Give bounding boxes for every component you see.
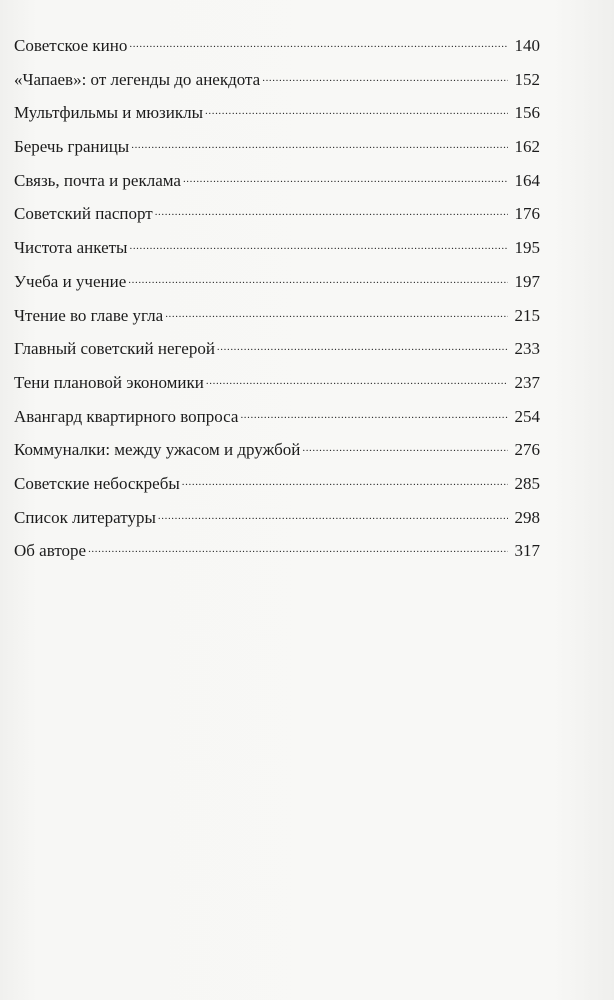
- dot-leader: [129, 37, 508, 51]
- toc-entry-chistota-ankety: [14, 238, 540, 272]
- toc-entry-page-number: 156: [514, 103, 540, 123]
- toc-entry-title: Учеба и учение: [14, 271, 127, 291]
- toc-entry-neboskreby: [14, 474, 540, 508]
- toc-entry-page-number: 254: [514, 406, 540, 426]
- toc-entry-title: Советский паспорт: [14, 204, 153, 224]
- toc-entry-ob-avtore: [14, 541, 540, 575]
- toc-entry-svyaz-pochta: [14, 171, 540, 205]
- toc-entry-teni-ekonomiki: [14, 373, 540, 407]
- toc-entry-page-number: 276: [514, 440, 540, 460]
- dot-leader: [128, 273, 508, 287]
- toc-entry-title: «Чапаев»: от легенды до анекдота: [14, 69, 261, 89]
- dot-leader: [158, 509, 508, 523]
- dot-leader: [302, 441, 508, 455]
- dot-leader: [182, 475, 508, 489]
- toc-entry-title: Чтение во главе угла: [14, 305, 164, 325]
- toc-entry-spisok-literatury: [14, 508, 540, 542]
- toc-entry-title: Тени плановой экономики: [14, 372, 204, 392]
- toc-entry-page-number: 176: [514, 204, 540, 224]
- toc-entry-page-number: 233: [514, 339, 540, 359]
- toc-entry-title: Советское кино: [14, 36, 128, 55]
- toc-entry-title: Связь, почта и реклама: [14, 170, 181, 190]
- toc-entry-title: Об авторе: [14, 541, 87, 561]
- dot-leader: [165, 307, 508, 321]
- dot-leader: [262, 71, 508, 85]
- dot-leader: [183, 172, 508, 186]
- toc-entry-title: Авангард квартирного вопроса: [14, 406, 239, 426]
- toc-entry-sovetskiy-pasport: [14, 204, 540, 238]
- toc-entry-title: Советские небоскребы: [14, 473, 180, 493]
- dot-leader: [217, 340, 508, 354]
- dot-leader: [155, 205, 508, 219]
- dot-leader: [131, 138, 508, 152]
- toc-entry-page-number: 195: [514, 238, 540, 258]
- toc-entry-glavnyy-negeroy: [14, 339, 540, 373]
- toc-entry-multfilmy: [14, 103, 540, 137]
- toc-entry-page-number: 152: [514, 69, 540, 89]
- toc-entry-title: Список литературы: [14, 507, 156, 527]
- toc-entry-title: Беречь границы: [14, 137, 130, 157]
- toc-entry-title: Коммуналки: между ужасом и дружбой: [14, 440, 301, 460]
- dot-leader: [129, 239, 508, 253]
- toc-entry-berech-granitsy: [14, 137, 540, 171]
- toc-entry-title: Мультфильмы и мюзиклы: [14, 103, 204, 123]
- toc-entry-page-number: 237: [514, 372, 540, 392]
- dot-leader: [206, 374, 508, 388]
- dot-leader: [240, 408, 508, 422]
- toc-entry-page-number: 317: [514, 541, 540, 561]
- toc-entry-page-number: 164: [514, 170, 540, 190]
- dot-leader: [88, 542, 508, 556]
- toc-entry-ucheba: [14, 272, 540, 306]
- toc-entry-page-number: 285: [514, 473, 540, 493]
- toc-entry-page-number: 162: [514, 137, 540, 157]
- toc-entry-page-number: 215: [514, 305, 540, 325]
- toc-entry-title: Главный советский негерой: [14, 339, 215, 359]
- toc-entry-sovetskoe-kino: [14, 36, 540, 70]
- toc-entry-page-number: 140: [514, 36, 540, 55]
- toc-entry-page-number: 197: [514, 271, 540, 291]
- toc-entry-chtenie: [14, 306, 540, 340]
- toc-entry-chapaev: [14, 70, 540, 104]
- toc-entry-title: Чистота анкеты: [14, 238, 128, 258]
- toc-entry-avangard: [14, 407, 540, 441]
- table-of-contents: [14, 36, 540, 575]
- dot-leader: [205, 104, 508, 118]
- toc-entry-kommunalki: [14, 440, 540, 474]
- toc-entry-page-number: 298: [514, 507, 540, 527]
